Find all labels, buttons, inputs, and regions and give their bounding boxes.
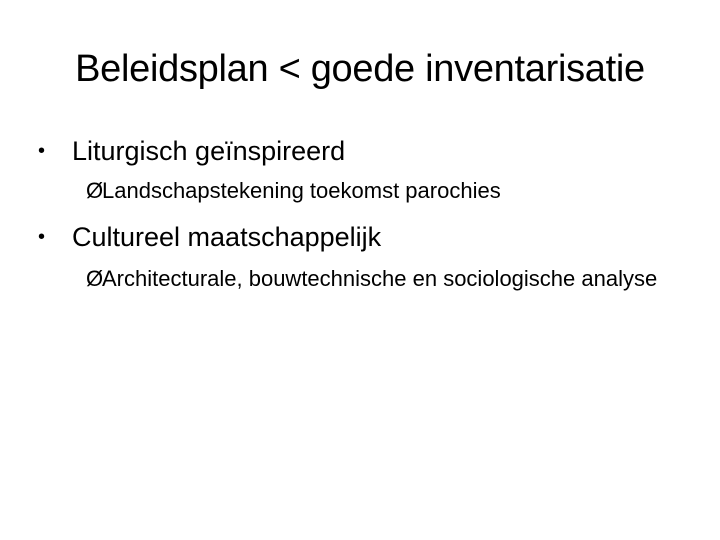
sub-bullet-item-2-text: Architecturale, bouwtechnische en sociologische analyse [102,266,658,291]
bullet-icon: • [38,226,46,248]
bullet-item-1-text: Liturgisch geïnspireerd [72,136,346,166]
bullet-icon: • [38,140,46,162]
sub-bullet-item-1-text: Landschapstekening toekomst parochies [102,178,501,203]
bullet-item-2 [38,220,381,254]
arrow-bullet-icon: Ø [86,178,104,203]
bullet-item-1 [38,134,345,168]
slide-title: Beleidsplan < goede inventarisatie [75,48,645,90]
sub-bullet-item-1 [86,176,686,206]
bullet-item-2-text: Cultureel maatschappelijk [72,222,382,252]
arrow-bullet-icon: Ø [86,266,104,291]
sub-bullet-item-2 [86,264,686,294]
